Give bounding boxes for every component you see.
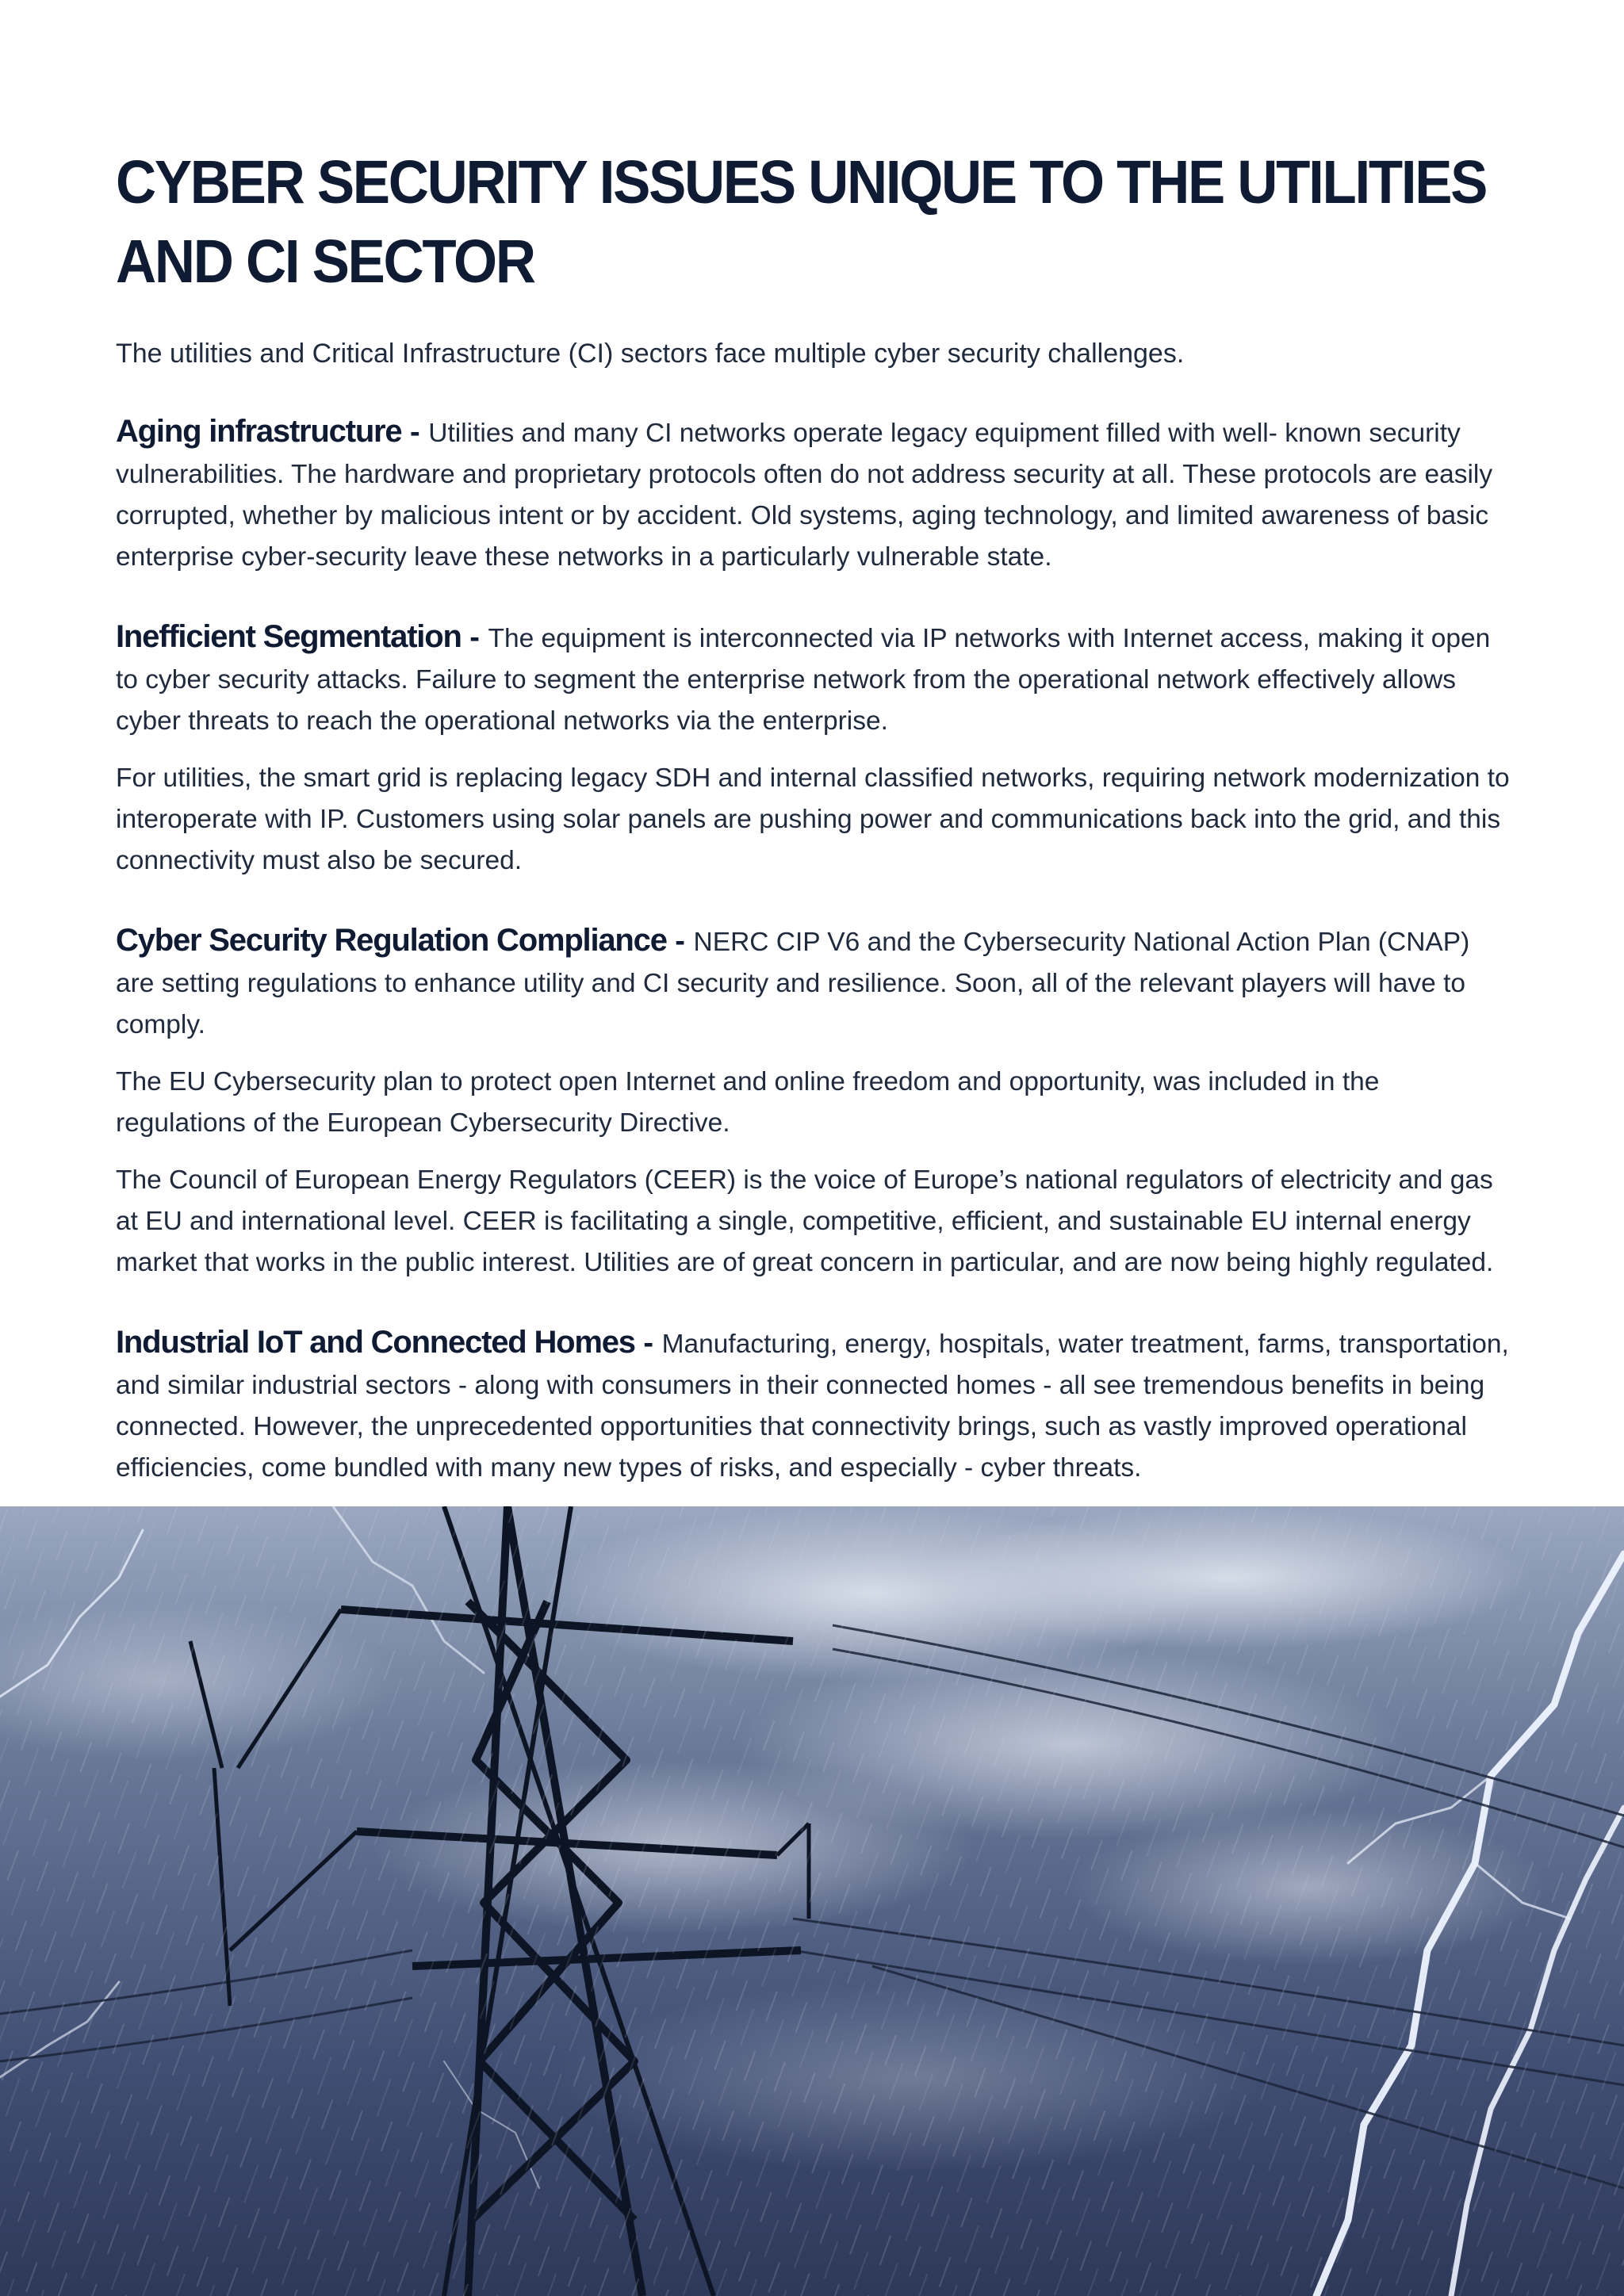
heading-separator: - (401, 415, 429, 449)
section-paragraph (116, 616, 1511, 742)
section-body-text: NERC CIP V6 and the Cybersecurity National Action Plan (CNAP) are setting regulations to enhance utility and CI security and resilience. Soon, all of the relevant players will have to comply. (116, 928, 1470, 1039)
section-body-text: Utilities and many CI networks operate legacy equipment filled with well- known security vulnerabilities. The hardware and proprietary protocols often do not address security at all. These protocols are easily corrupted, whether by malicious intent or by accident. Old systems, aging technology, and limited awareness of basic enterprise cyber-security leave these networks in a particularly vulnerable state. (116, 419, 1493, 572)
power-pylon-storm-image (0, 1506, 1624, 2296)
section-paragraph: For utilities, the smart grid is replacing legacy SDH and internal classified networks, requiring network modernization to interoperate with IP. Customers using solar panels are pushing power and communications back into the grid, and this connectivity must also be secured. (116, 763, 1510, 875)
section-heading: Inefficient Segmentation (116, 619, 462, 654)
section-body-text: The equipment is interconnected via IP networks with Internet access, making it open to cyber security attacks. Failure to segment the enterprise network from the operational network effectively allows cyber threats to reach the operational networks via the enterprise. (116, 624, 1491, 736)
section-inefficient-segmentation (116, 616, 1511, 882)
page-title-line-2: AND CI SECTOR (116, 228, 534, 296)
page-title (116, 143, 1502, 301)
section-heading: Aging infrastructure (116, 414, 402, 449)
section-paragraph (116, 1322, 1511, 1489)
heading-separator: - (634, 1326, 662, 1360)
intro-paragraph: The utilities and Critical Infrastructure (CI) sectors face multiple cyber security challenges. (116, 339, 1185, 369)
section-body-text: Manufacturing, energy, hospitals, water treatment, farms, transportation, and similar industrial sectors - along with consumers in their connected homes - all see tremendous benefits in being connected. However, the unprecedented opportunities that connectivity brings, such as vastly improved operational efficiencies, come bundled with many new types of risks, and especially - cyber threats. (116, 1330, 1509, 1483)
section-paragraph (116, 411, 1511, 578)
section-industrial-iot (116, 1322, 1511, 1489)
section-paragraph: The EU Cybersecurity plan to protect open Internet and online freedom and opportunity, was included in the regulations of the European Cybersecurity Directive. (116, 1067, 1380, 1138)
page-title-line-1: CYBER SECURITY ISSUES UNIQUE TO THE UTILITIES (116, 148, 1487, 216)
section-regulation-compliance (116, 920, 1511, 1284)
section-heading: Cyber Security Regulation Compliance (116, 923, 667, 958)
page-content (116, 143, 1511, 1505)
heading-separator: - (666, 924, 694, 958)
section-paragraph: The Council of European Energy Regulators (CEER) is the voice of Europe’s national regulators of electricity and gas at EU and international level. CEER is facilitating a single, competitive, efficient, and sustainable EU internal energy market that works in the public interest. Utilities are of great concern in particular, and are now being highly regulated. (116, 1165, 1494, 1277)
section-heading: Industrial IoT and Connected Homes (116, 1325, 635, 1360)
section-aging-infrastructure (116, 411, 1511, 578)
power-pylon-lightning-icon (0, 1506, 1624, 2296)
section-paragraph (116, 920, 1511, 1046)
heading-separator: - (461, 621, 488, 654)
